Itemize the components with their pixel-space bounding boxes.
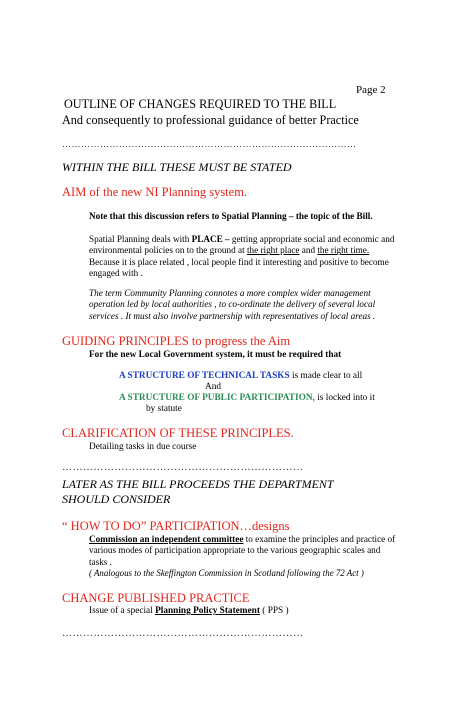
- document-title: OUTLINE OF CHANGES REQUIRED TO THE BILL: [64, 97, 337, 111]
- right-place-underline: the right place: [246, 245, 300, 256]
- dotted-separator: …………………………………………………………………………………: [62, 139, 357, 149]
- guiding-subheading: For the new Local Government system, it must be required that: [89, 350, 342, 360]
- technical-tasks-line: [119, 370, 362, 382]
- section-heading-within-bill: WITHIN THE BILL THESE MUST BE STATED: [62, 160, 292, 174]
- later-heading-line2: SHOULD CONSIDER: [62, 492, 171, 506]
- detailing-line: Detailing tasks in due course: [89, 442, 197, 452]
- technical-tasks-rest: is made clear to all: [289, 371, 363, 381]
- analogous-note: ( Analogous to the Skeffington Commission in Scotland following the 72 Act ): [89, 568, 364, 578]
- aim-heading: AIM of the new NI Planning system.: [62, 185, 248, 199]
- by-statute: by statute: [146, 404, 182, 414]
- later-heading-line1: LATER AS THE BILL PROCEEDS THE DEPARTMENT: [62, 477, 334, 491]
- guiding-principles-heading: GUIDING PRINCIPLES to progress the Aim: [62, 334, 291, 348]
- page-number: Page 2: [356, 84, 386, 96]
- commission-rest: to examine the principles and practice of various modes of participation appropriate to the various geographic scales and tasks .: [89, 534, 396, 567]
- place-emphasis: PLACE –: [191, 234, 232, 244]
- pps-underline: Planning Policy Statement: [155, 606, 260, 616]
- and-connector: And: [205, 382, 222, 392]
- community-planning-paragraph: The term Community Planning connotes a more complex wider management operation led by local authorities , to co-ordinate the delivery of several local services . It must also involve partnership with representatives of local areas .: [89, 288, 376, 321]
- issue-text-a: Issue of a special: [89, 606, 156, 616]
- change-practice-heading: CHANGE PUBLISHED PRACTICE: [62, 591, 250, 605]
- issue-line: [89, 605, 289, 617]
- right-time-underline: the right time.: [317, 245, 370, 256]
- how-to-do-heading: “ HOW TO DO” PARTICIPATION…designs: [62, 519, 290, 533]
- dotted-separator: ……………………………………………………………: [62, 628, 304, 639]
- public-participation-label: A STRUCTURE OF PUBLIC PARTICIPATION: [119, 393, 313, 403]
- dotted-separator: ……………………………………………………………: [62, 462, 304, 473]
- public-participation-rest: , is locked into it: [312, 393, 375, 403]
- spatial-text-c: and: [299, 245, 318, 256]
- spatial-text-d: Because it is place related , local people find it interesting and positive to become engaged with .: [89, 256, 389, 279]
- commission-underline: Commission an independent committee: [89, 534, 244, 544]
- clarification-heading: CLARIFICATION OF THESE PRINCIPLES.: [62, 426, 294, 440]
- spatial-text-a: Spatial Planning deals with: [89, 234, 192, 244]
- commission-paragraph: [89, 534, 399, 568]
- document-subtitle: And consequently to professional guidance of better Practice: [62, 113, 359, 127]
- spatial-planning-paragraph: [89, 234, 399, 280]
- note-line: Note that this discussion refers to Spatial Planning – the topic of the Bill.: [89, 211, 373, 221]
- technical-tasks-label: A STRUCTURE OF TECHNICAL TASKS: [119, 371, 290, 381]
- spatial-text-b: getting appropriate social and economic and environmental policies on to the ground at: [89, 234, 395, 256]
- issue-text-b: ( PPS ): [259, 606, 289, 616]
